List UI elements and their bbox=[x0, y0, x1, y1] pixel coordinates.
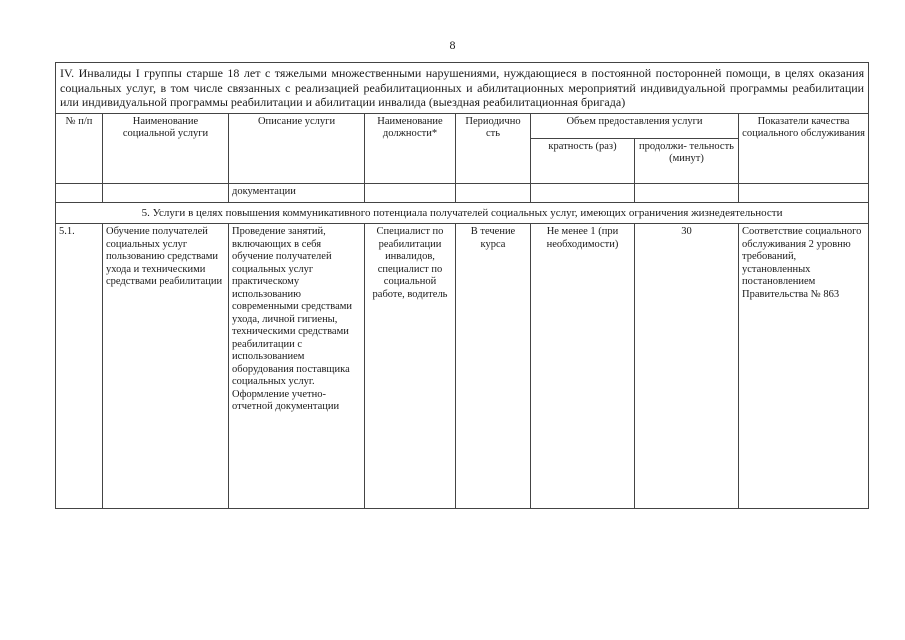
header-quality: Показатели качества социального обслуживания bbox=[739, 113, 869, 183]
row-name: Обучение получателей социальных услуг пользованию средствами ухода и техническими средствами реабилитации bbox=[103, 224, 229, 509]
header-num: № п/п bbox=[56, 113, 103, 183]
subsection-row bbox=[56, 202, 869, 224]
row-position: Специалист по реабилитации инвалидов, специалист по социальной работе, водитель bbox=[365, 224, 456, 509]
header-description: Описание услуги bbox=[229, 113, 365, 183]
row-num: 5.1. bbox=[56, 224, 103, 509]
row-duration: 30 bbox=[635, 224, 739, 509]
continuation-description: документации bbox=[229, 183, 365, 202]
row-periodicity: В течение курса bbox=[456, 224, 531, 509]
row-frequency: Не менее 1 (при необходимости) bbox=[531, 224, 635, 509]
header-duration: продолжи- тельность (минут) bbox=[635, 138, 739, 183]
continuation-row bbox=[56, 183, 869, 202]
header-name: Наименование социальной услуги bbox=[103, 113, 229, 183]
services-table bbox=[55, 62, 869, 509]
page-number: 8 bbox=[449, 38, 456, 52]
subsection-title: 5. Услуги в целях повышения коммуникативного потенциала получателей социальных услуг, имеющих ограничения жизнедеятельности bbox=[56, 202, 869, 224]
header-periodicity: Периодично сть bbox=[456, 113, 531, 183]
row-description: Проведение занятий, включающих в себя обучение получателей социальных услуг практическому использованию современными средствами ухода, личной гигиены, техническими средствами реабилитации с использованием оборудования поставщика социальных услуг. Оформление учетно-отчетной документации bbox=[229, 224, 365, 509]
header-position: Наименование должности* bbox=[365, 113, 456, 183]
header-row bbox=[56, 113, 869, 138]
row-quality: Соответствие социального обслуживания 2 уровню требований, установленных постановлением Правительства № 863 bbox=[739, 224, 869, 509]
header-volume: Объем предоставления услуги bbox=[531, 113, 739, 138]
section-title-row bbox=[56, 63, 869, 114]
header-frequency: кратность (раз) bbox=[531, 138, 635, 183]
section-title: IV. Инвалиды I группы старше 18 лет с тяжелыми множественными нарушениями, нуждающиеся в постоянной посторонней помощи, в целях оказания социальных услуг, в том числе связанных с реализацией реабилитационных и абилитационных мероприятий индивидуальной программы реабилитации или индивидуальной программы реабилитации и абилитации инвалида (выездная реабилитационная бригада) bbox=[56, 63, 869, 114]
table-row bbox=[56, 224, 869, 509]
